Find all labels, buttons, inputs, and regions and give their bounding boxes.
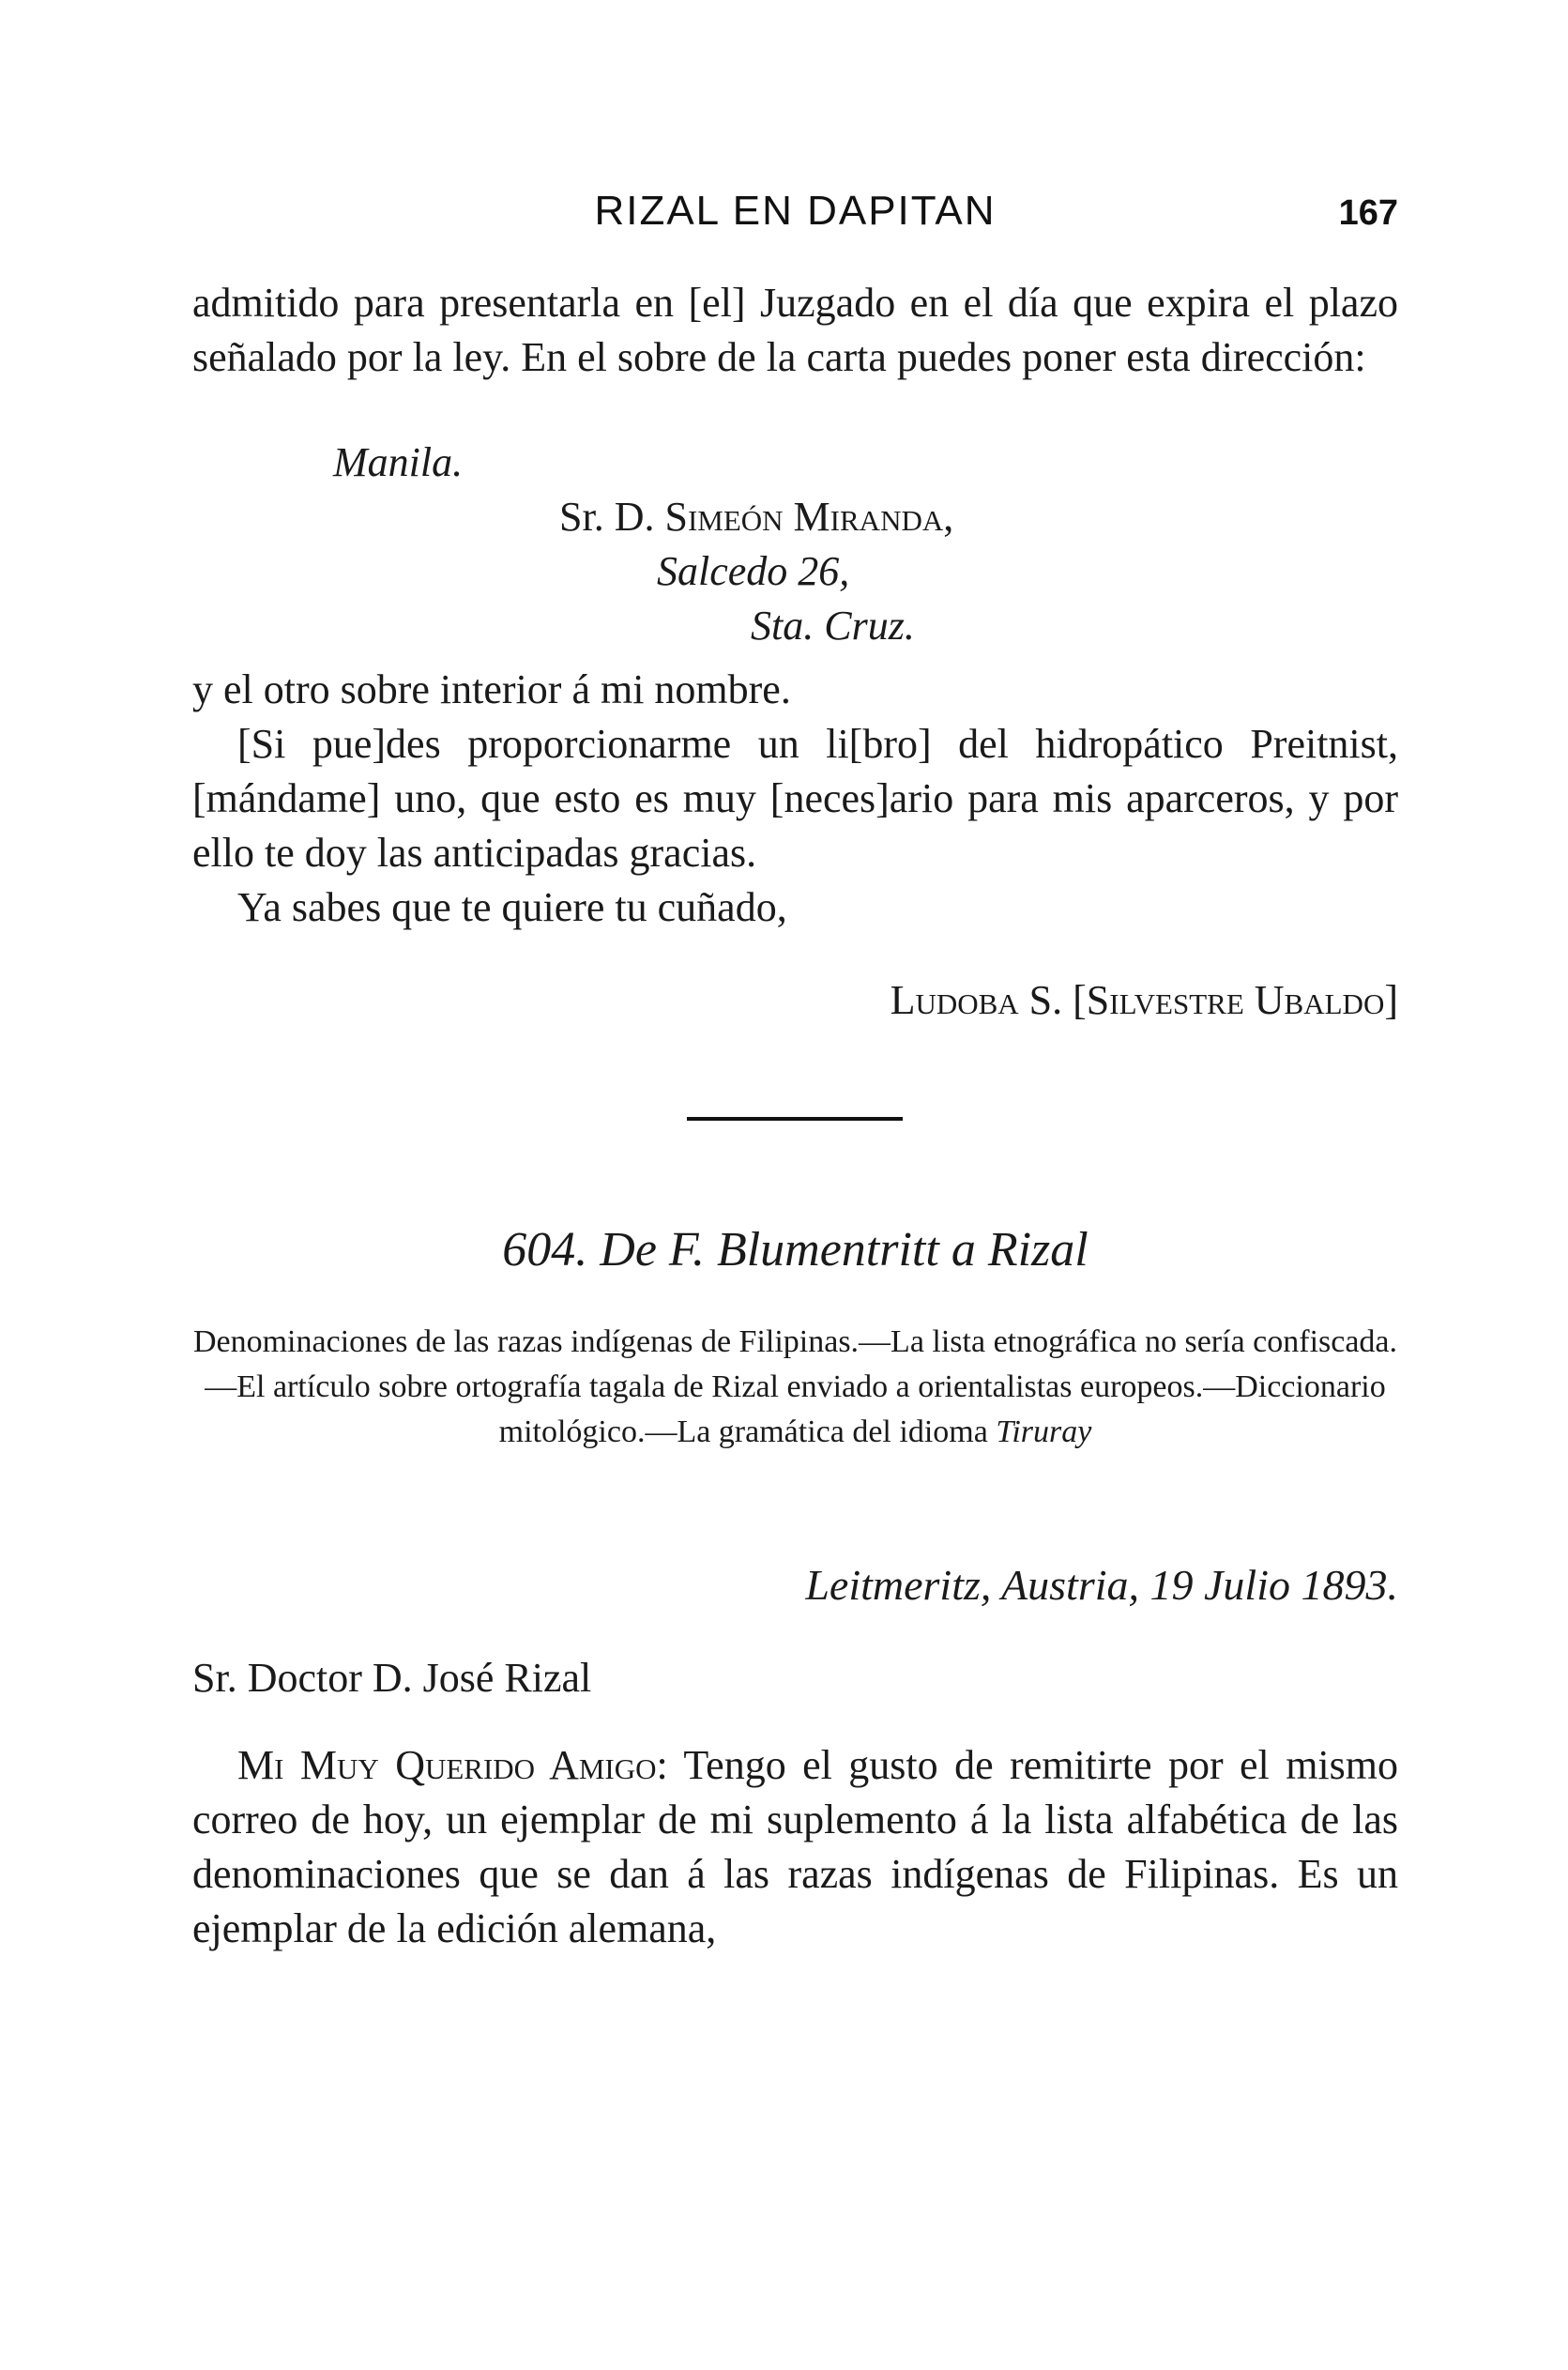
body-text: Tengo el gusto de remitirte por el mismo correo de hoy, un ejemplar de mi suplemento á la lista alfabética de las denominaciones que se dan á las razas indígenas de Filipinas. Es un ejemplar de la edición alemana, xyxy=(192,1742,1399,1951)
address-name-prefix: Sr. D. xyxy=(559,494,655,540)
letter-title: 604. De F. Blumentritt a Rizal xyxy=(502,1223,1088,1277)
summary-text: Denominaciones de las razas indígenas de Filipinas.—La lista etnográfica no sería confiscada.—El artículo sobre ortografía tagala de Rizal enviado a orientalistas europeos.—Diccionario mitológico.—La gramática del idioma xyxy=(192,1324,1398,1449)
address-district: Sta. Cruz. xyxy=(751,603,915,649)
section-divider xyxy=(687,1117,903,1121)
continuation-paragraph xyxy=(192,276,1398,385)
page-number: 167 xyxy=(1338,193,1398,233)
paragraph-text: Ya sabes que te quiere tu cuñado, xyxy=(237,884,787,930)
address-city: Manila. xyxy=(333,439,464,485)
salutation: Sr. Doctor D. José Rizal xyxy=(192,1655,592,1701)
paragraph-text xyxy=(192,1738,1398,1956)
paragraph-text: y el otro sobre interior á mi nombre. xyxy=(192,666,791,712)
paragraph-text: admitido para presentarla en [el] Juzgado en el día que expira el plazo señalado por la ley. En el sobre de la carta puedes poner esta dirección: xyxy=(192,280,1398,380)
letter-summary xyxy=(192,1320,1398,1455)
address-name: Simeón Miranda, xyxy=(664,494,954,540)
summary-italic: Tiruray xyxy=(996,1414,1092,1449)
address-recipient xyxy=(559,490,953,544)
paragraph-text: [Si pue]des proporcionarme un li[bro] del hidropático Preitnist, [mándame] uno, que esto es muy [neces]ario para mis aparceros, y por ello te doy las anticipadas gracias. xyxy=(192,721,1398,876)
address-street: Salcedo 26, xyxy=(657,548,850,594)
letter-body xyxy=(192,1738,1398,1956)
closing-paragraphs xyxy=(192,663,1398,935)
date-line: Leitmeritz, Austria, 19 Julio 1893. xyxy=(805,1561,1398,1609)
page-header xyxy=(192,188,1398,253)
greeting: Mi Muy Querido Amigo: xyxy=(237,1742,668,1788)
running-head: RIZAL EN DAPITAN xyxy=(594,188,997,234)
signature: Ludoba S. [Silvestre Ubaldo] xyxy=(890,977,1398,1023)
